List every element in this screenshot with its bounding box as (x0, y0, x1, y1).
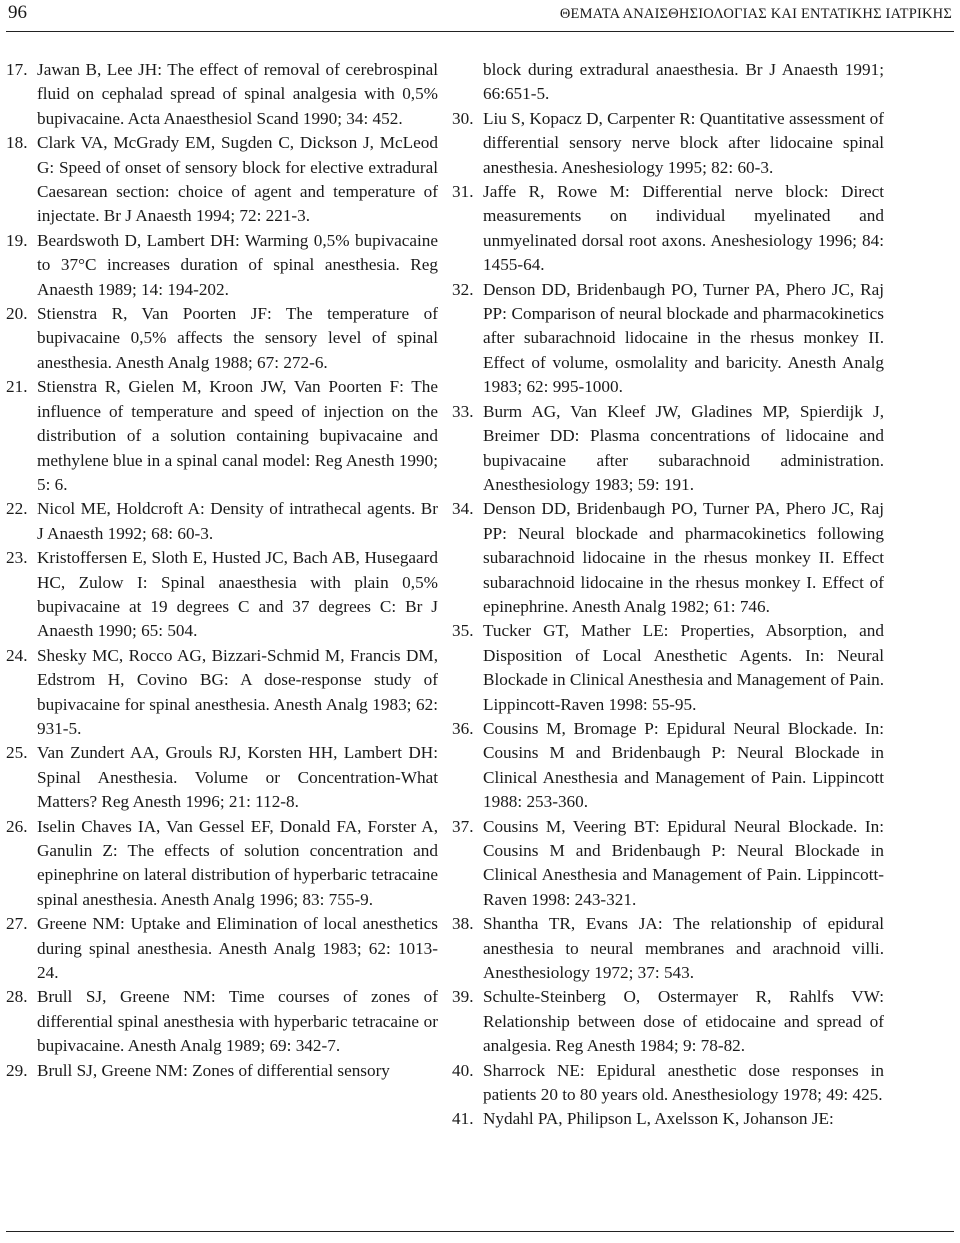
page-number: 96 (8, 2, 27, 23)
reference-text: Beardswoth D, Lambert DH: Warming 0,5% bupivacaine to 37°C increases duration of spinal anesthesia. Reg Anaesth 1989; 14: 194-202. (37, 230, 438, 299)
reference-item (6, 985, 438, 1058)
reference-number: 22. (6, 499, 28, 519)
reference-number: 21. (6, 377, 28, 397)
reference-item (452, 107, 884, 180)
reference-number: 37. (452, 816, 474, 836)
reference-text: Nydahl PA, Philipson L, Axelsson K, Johanson JE: (483, 1109, 834, 1129)
reference-item (452, 912, 884, 985)
reference-item (6, 741, 438, 814)
reference-item (6, 815, 438, 913)
reference-number: 36. (452, 718, 474, 738)
reference-item (6, 375, 438, 497)
reference-text: Iselin Chaves IA, Van Gessel EF, Donald FA, Forster A, Ganulin Z: The effects of solution concentration and epinephrine on lateral distribution of hyperbaric tetracaine spinal anesthesia. Anesth Analg 1996; 83: 755-9. (37, 816, 438, 909)
reference-item (452, 58, 884, 107)
reference-text: Kristoffersen E, Sloth E, Husted JC, Bach AB, Husegaard HC, Zulow I: Spinal anaesthesia with plain 0,5% bupivacaine at 19 degrees C and 37 degrees C: Br J Anaesth 1990; 65: 504. (37, 548, 438, 641)
reference-number: 27. (6, 914, 28, 934)
reference-text: Denson DD, Bridenbaugh PO, Turner PA, Phero JC, Raj PP: Neural blockade and pharmacokinetics following subarachnoid lidocaine in the rhesus monkey II. Effect subarachnoid lidocaine in the rhesus monkey I. Effect of epinephrine. Anesth Analg 1982; 61: 746. (483, 499, 884, 616)
reference-item (452, 619, 884, 717)
reference-item (6, 912, 438, 985)
reference-item (452, 278, 884, 400)
reference-item (6, 58, 438, 131)
reference-number: 34. (452, 499, 474, 519)
reference-item (452, 815, 884, 913)
reference-item (452, 400, 884, 498)
reference-number: 18. (6, 133, 28, 153)
reference-item (6, 497, 438, 546)
reference-text: Shantha TR, Evans JA: The relationship of epidural anesthesia to neural membranes and arachnoid villi. Anesthesiology 1972; 37: 543. (483, 914, 884, 983)
reference-number (452, 58, 483, 107)
reference-number: 30. (452, 108, 474, 128)
reference-item (6, 546, 438, 644)
reference-text: Nicol ME, Holdcroft A: Density of intrathecal agents. Br J Anaesth 1992; 68: 60-3. (37, 499, 438, 543)
reference-item (452, 1059, 884, 1108)
reference-number: 33. (452, 401, 474, 421)
running-title: ΘΕΜΑΤΑ ΑΝΑΙΣΘΗΣΙΟΛΟΓΙΑΣ ΚΑΙ ΕΝΤΑΤΙΚΗΣ ΙΑΤΡΙΚΗΣ (559, 6, 952, 22)
reference-number: 35. (452, 621, 474, 641)
footer-rule (6, 1231, 954, 1232)
reference-item (452, 717, 884, 815)
reference-text: Van Zundert AA, Grouls RJ, Korsten HH, Lambert DH: Spinal Anesthesia. Volume or Concentration-What Matters? Reg Anesth 1996; 21: 112-8. (37, 743, 438, 812)
reference-text: Clark VA, McGrady EM, Sugden C, Dickson J, McLeod G: Speed of onset of sensory block for elective extradural Caesarean section: choice of agent and temperature of injectate. Br J Anaesth 1994; 72: 221-3. (37, 133, 438, 226)
reference-item (6, 302, 438, 375)
reference-text: Liu S, Kopacz D, Carpenter R: Quantitative assessment of differential sensory nerve block after lidocaine spinal anesthesia. Aneshesiology 1995; 82: 60-3. (483, 108, 884, 177)
reference-number: 23. (6, 548, 28, 568)
reference-text: Denson DD, Bridenbaugh PO, Turner PA, Phero JC, Raj PP: Comparison of neural blockade and pharmacokinetics after subarachnoid lidocaine in the rhesus monkey II. Effect of volume, osmolality and baricity. Anesth Analg 1983; 62: 995-1000. (483, 279, 884, 397)
reference-item (6, 1059, 438, 1083)
reference-text: Stienstra R, Gielen M, Kroon JW, Van Poorten F: The influence of temperature and speed of injection on the distribution of a solution containing bupivacaine and methylene blue in a spinal canal model: Reg Anesth 1990; 5: 6. (37, 377, 438, 494)
reference-item (452, 180, 884, 278)
reference-number: 17. (6, 60, 28, 79)
page-header (0, 0, 960, 32)
reference-number: 25. (6, 743, 28, 763)
reference-number: 40. (452, 1060, 474, 1080)
reference-text: Brull SJ, Greene NM: Time courses of zones of differential spinal anesthesia with hyperbaric tetracaine or bupivacaine. Anesth Analg 1989; 69: 342-7. (37, 987, 438, 1056)
reference-item (6, 644, 438, 742)
reference-number: 20. (6, 304, 28, 324)
reference-text: Cousins M, Bromage P: Epidural Neural Blockade. In: Cousins M and Bridenbaugh P: Neural Blockade in Clinical Anesthesia and Management of Pain. Lippincott 1988: 253-360. (483, 718, 884, 812)
reference-item (6, 131, 438, 229)
reference-number: 41. (452, 1109, 474, 1129)
reference-text: Greene NM: Uptake and Elimination of local anesthetics during spinal anesthesia. Anesth Analg 1983; 62: 1013-24. (37, 914, 438, 983)
reference-item (452, 1107, 884, 1131)
reference-text: Sharrock NE: Epidural anesthetic dose responses in patients 20 to 80 years old. Anesthesiology 1978; 49: 425. (483, 1060, 884, 1105)
reference-number: 29. (6, 1060, 28, 1080)
reference-text: Jawan B, Lee JH: The effect of removal of cerebrospinal fluid on cephalad spread of spinal analgesia with 0,5% bupivacaine. Acta Anaesthesiol Scand 1990; 34: 452. (37, 60, 438, 128)
reference-text: Schulte-Steinberg O, Ostermayer R, Rahlfs VW: Relationship between dose of etidocaine and spread of analgesia. Reg Anesth 1984; 9: 78-82. (483, 987, 884, 1056)
reference-text: Cousins M, Veering BT: Epidural Neural Blockade. In: Cousins M and Bridenbaugh P: Neural Blockade in Clinical Anesthesia and Management of Pain. Lippincott-Raven 1998: 243-321. (483, 816, 884, 909)
reference-text: Burm AG, Van Kleef JW, Gladines MP, Spierdijk J, Breimer DD: Plasma concentrations of lidocaine and bupivacaine after subarachnoid administration. Anesthesiology 1983; 59: 191. (483, 401, 884, 494)
reference-number: 26. (6, 816, 28, 836)
reference-item (452, 497, 884, 619)
reference-text: Shesky MC, Rocco AG, Bizzari-Schmid M, Francis DM, Edstrom H, Covino BG: A dose-response study of bupivacaine for spinal anesthesia. Anesth Analg 1983; 62: 931-5. (37, 645, 438, 738)
reference-number: 19. (6, 230, 28, 250)
reference-number: 32. (452, 279, 474, 299)
reference-text: Brull SJ, Greene NM: Zones of differential sensory (37, 1060, 390, 1080)
header-rule (6, 31, 954, 32)
reference-text: Stienstra R, Van Poorten JF: The temperature of bupivacaine 0,5% affects the sensory level of spinal anesthesia. Anesth Analg 1988; 67: 272-6. (37, 304, 438, 372)
reference-item (6, 229, 438, 302)
reference-number: 38. (452, 914, 474, 934)
reference-number: 24. (6, 645, 28, 665)
reference-number: 39. (452, 987, 474, 1007)
reference-text: Jaffe R, Rowe M: Differential nerve block: Direct measurements on individual myelinated and unmyelinated dorsal root axons. Aneshesiology 1996; 84: 1455-64. (483, 182, 884, 275)
reference-number: 31. (452, 182, 474, 202)
reference-number: 28. (6, 987, 28, 1007)
reference-text: block during extradural anaesthesia. Br J Anaesth 1991; 66:651-5. (483, 60, 884, 104)
reference-column-right (452, 58, 884, 1132)
reference-item (452, 985, 884, 1058)
reference-text: Tucker GT, Mather LE: Properties, Absorption, and Disposition of Local Anesthetic Agents. In: Neural Blockade in Clinical Anesthesia and Management of Pain. Lippincott-Raven 1998: 55-95. (483, 621, 884, 714)
reference-column-left (6, 58, 438, 1083)
